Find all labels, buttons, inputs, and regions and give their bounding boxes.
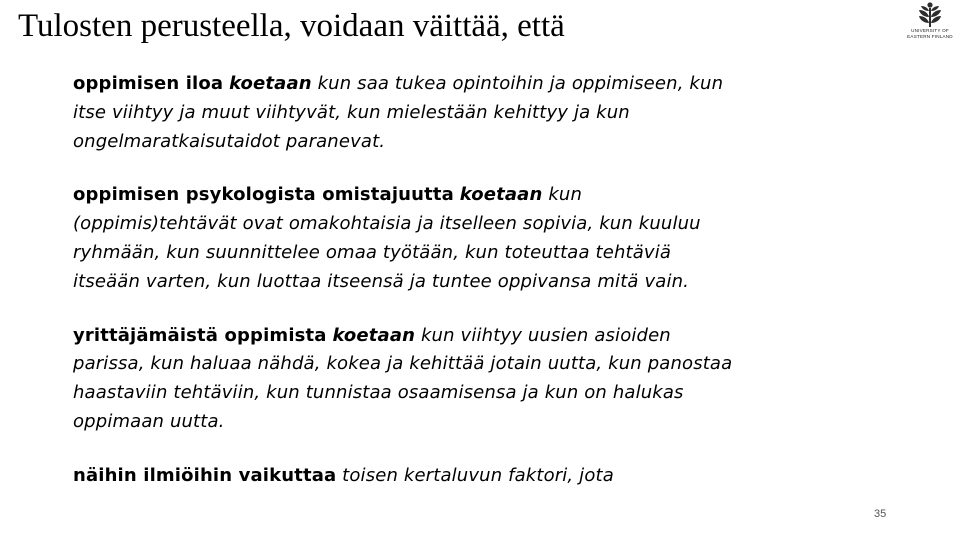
paragraph-lead: yrittäjämäistä oppimista [73,324,327,346]
paragraph-oppimisen-ilo [73,70,733,156]
paragraph-yrittajamainen-oppiminen [73,322,733,437]
paragraph-lead: oppimisen iloa [73,73,224,94]
logo-text-line-1: UNIVERSITY OF [911,28,949,33]
logo-text-line-2: EASTERN FINLAND [907,33,953,39]
paragraph-lead: oppimisen psykologista omistajuutta [73,184,454,206]
paragraph-text: kun (oppimis)tehtävät ovat omakohtaisia ja itselleen sopivia, kun kuuluu ryhmään, kun suunnittelee omaa työtään, kun toteuttaa tehtäviä itseään varten, kun luottaa itseensä ja tuntee oppivansa mitä vain. [73,184,701,292]
paragraph-text: kun saa tukea opintoihin ja oppimiseen, kun itse viihtyy ja muut viihtyvät, kun mielestään kehittyy ja kun ongelmaratkaisutaidot paranevat. [73,73,724,152]
slide-body [73,70,733,516]
university-of-eastern-finland-logo-icon [918,2,942,28]
paragraph-keyword: koetaan [332,324,416,346]
paragraph-keyword: koetaan [229,73,312,94]
paragraph-lead: näihin ilmiöihin vaikuttaa [73,464,337,486]
paragraph-toisen-kertaluvun-faktori [73,462,733,491]
page-number: 35 [874,508,887,520]
slide-title: Tulosten perusteella, voidaan väittää, että [18,8,565,44]
paragraph-text: toisen kertaluvun faktori, jota [336,464,614,486]
paragraph-psykologinen-omistajuus [73,181,733,296]
paragraph-text: kun viihtyy uusien asioiden parissa, kun haluaa nähdä, kokea ja kehittää jotain uutta, kun panostaa haastaviin tehtäviin, kun tunnistaa osaamisensa ja kun on halukas oppimaan uutta. [73,324,733,432]
university-logo [900,2,960,48]
paragraph-keyword: koetaan [459,184,543,206]
